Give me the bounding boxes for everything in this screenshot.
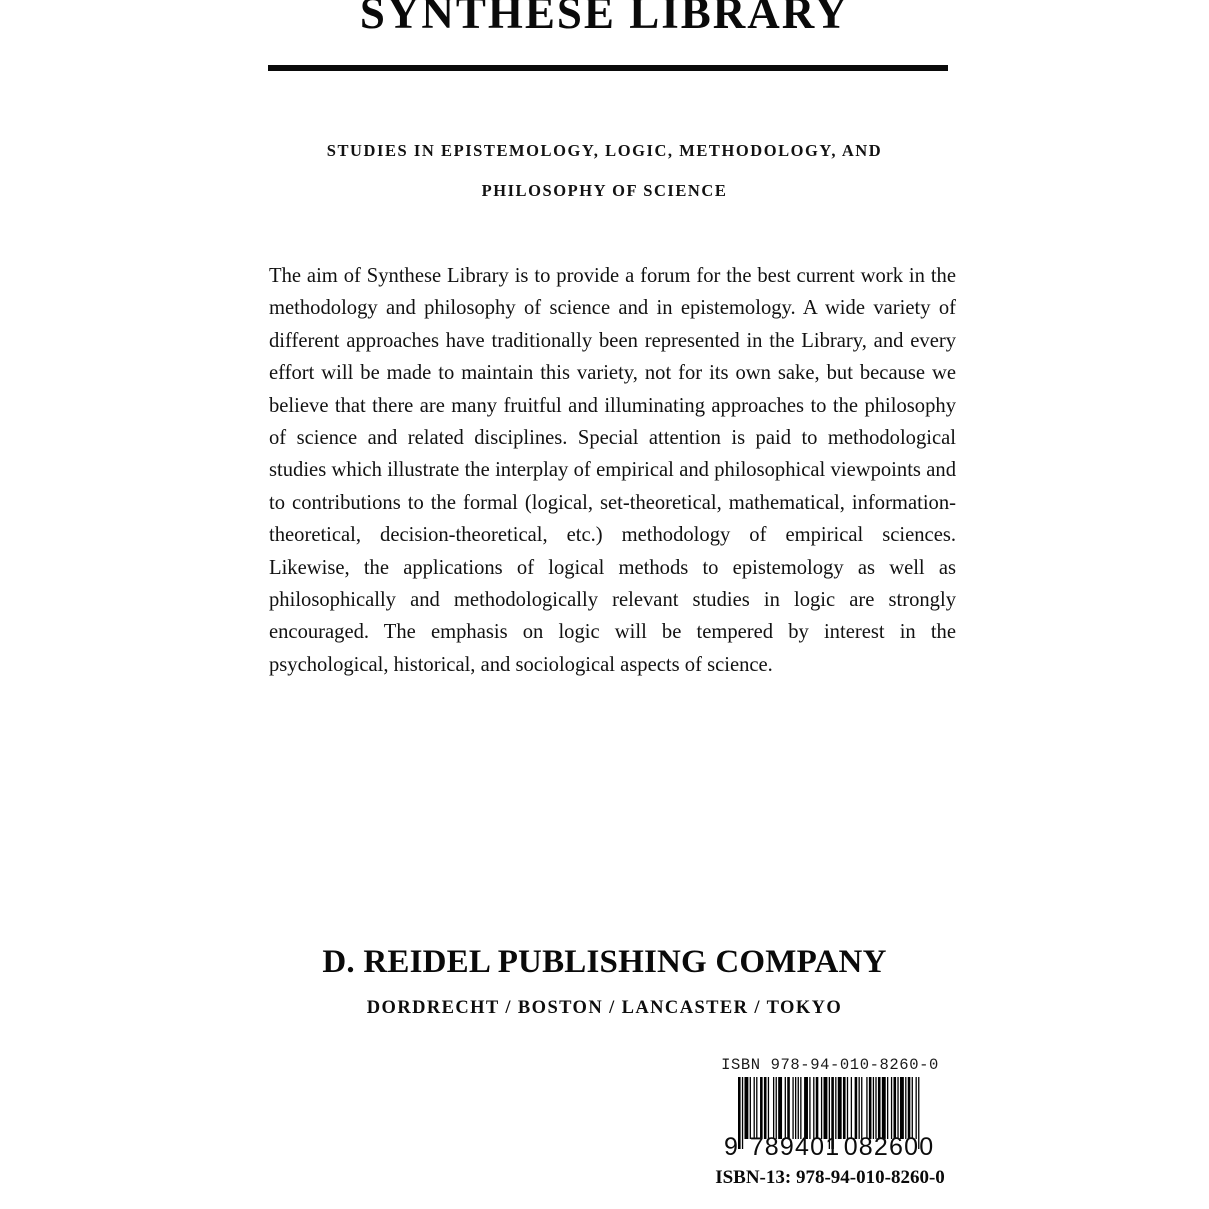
isbn-label-above-barcode: ISBN 978-94-010-8260-0 [721, 1056, 939, 1074]
publisher-name: D. REIDEL PUBLISHING COMPANY [322, 944, 887, 980]
ean13-lead-digit: 9 [724, 1133, 739, 1161]
series-subtitle-line-2: PHILOSOPHY OF SCIENCE [481, 181, 728, 200]
ean13-right-group: 082600 [843, 1133, 935, 1161]
masthead-divider [268, 65, 948, 71]
series-description-paragraph: The aim of Synthese Library is to provide a forum for the best current work in the methodology and philosophy of science and in epistemology. A wide variety of different approaches have traditionally been represented in the Library, and every effort will be made to maintain this variety, not for its own sake, but because we believe that there are many fruitful and illuminating approaches to the philosophy of science and related disciplines. Special attention is paid to methodological studies which illustrate the interplay of empirical and philosophical viewpoints and to contributions to the formal (logical, set-theoretical, mathematical, information-theoretical, decision-theoretical, etc.) methodology of empirical sciences. Likewise, the applications of logical methods to epistemology as well as philosophically and methodologically relevant studies in logic are strongly encouraged. The emphasis on logic will be tempered by interest in the psychological, historical, and sociological aspects of science. [269, 265, 956, 676]
series-subtitle [0, 131, 1209, 211]
series-subtitle-line-1: STUDIES IN EPISTEMOLOGY, LOGIC, METHODOLOGY, AND [326, 141, 883, 160]
barcode-block [700, 1056, 960, 1189]
publisher-cities: DORDRECHT / BOSTON / LANCASTER / TOKYO [366, 998, 843, 1018]
ean13-digits [724, 1135, 936, 1160]
page-title: SYNTHESE LIBRARY [359, 0, 850, 38]
isbn13-line: ISBN-13: 978-94-010-8260-0 [715, 1167, 945, 1188]
ean13-left-group: 789401 [749, 1133, 841, 1161]
